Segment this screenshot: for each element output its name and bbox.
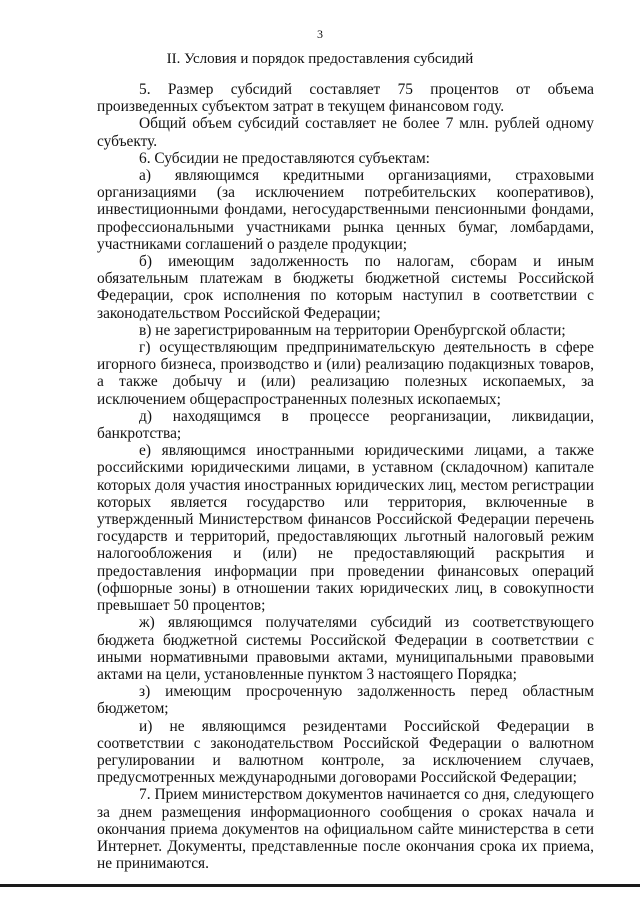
paragraph-7: 7. Прием министерством документов начинается со дня, следующего за днем размещения информационного сообщения о сроках начала и окончания приема документов на официальном сайте министерства в сети Интернет. Документы, представленные после окончания срока их приема, не принимаются. [97, 786, 594, 873]
list-item-b: б) имеющим задолженность по налогам, сборам и иным обязательным платежам в бюджеты бюджетной системы Российской Федерации, срок исполнения по которым наступил в соответствии с законодательством Российской Федерации; [97, 253, 594, 322]
list-item-v: в) не зарегистрированным на территории Оренбургской области; [139, 321, 566, 339]
list-item-g: г) осуществляющим предпринимательскую деятельность в сфере игорного бизнеса, производство и (или) реализацию подакцизных товаров, а также добычу и (или) реализацию полезных ископаемых, за исключением общераспространенных полезных ископаемых; [97, 339, 594, 408]
paragraph-5: 5. Размер субсидий составляет 75 процентов от объема произведенных субъектом затрат в текущем финансовом году. [97, 81, 594, 116]
list-item-zh: ж) являющимся получателями субсидий из соответствующего бюджета бюджетной системы Российской Федерации в соответствии с иными нормативными правовыми актами, муниципальными правовыми актами на цели, установленные пунктом 3 настоящего Порядка; [97, 614, 594, 683]
list-item-z: з) имеющим просроченную задолженность перед областным бюджетом; [97, 683, 594, 718]
document-body [97, 81, 594, 872]
list-item-i: и) не являющимся резидентами Российской Федерации в соответствии с законодательством Российской Федерации о валютном регулировании и валютном контроле, за исключением случаев, предусмотренных международными договорами Российской Федерации; [97, 717, 594, 787]
section-title: II. Условия и порядок предоставления субсидий [166, 51, 474, 67]
paragraph-6: 6. Субсидии не предоставляются субъектам: [139, 149, 430, 167]
list-item-a: а) являющимся кредитными организациями, страховыми организациями (за исключением потребительских кооперативов), инвестиционными фондами, негосударственными пенсионными фондами, профессиональными участниками рынка ценных бумаг, ломбардами, участниками соглашений о разделе продукции; [97, 167, 594, 253]
page-number: 3 [317, 27, 323, 41]
bottom-rule [0, 884, 640, 887]
paragraph-total-amount: Общий объем субсидий составляет не более 7 млн. рублей одному субъекту. [97, 115, 594, 150]
list-item-e: е) являющимся иностранными юридическими лицами, а также российскими юридическими лицами, в уставном (складочном) капитале которых доля участия иностранных юридических лиц, местом регистрации которых является государство или территория, включенные в утвержденный Министерством финансов Российской Федерации перечень государств и территорий, предоставляющих льготный налоговый режим налогообложения и (или) не предоставляющий раскрытия и предоставления информации при проведении финансовых операций (офшорные зоны) в отношении таких юридических лиц, в совокупности превышает 50 процентов; [97, 442, 594, 615]
list-item-d: д) находящимся в процессе реорганизации, ликвидации, банкротства; [97, 407, 594, 443]
